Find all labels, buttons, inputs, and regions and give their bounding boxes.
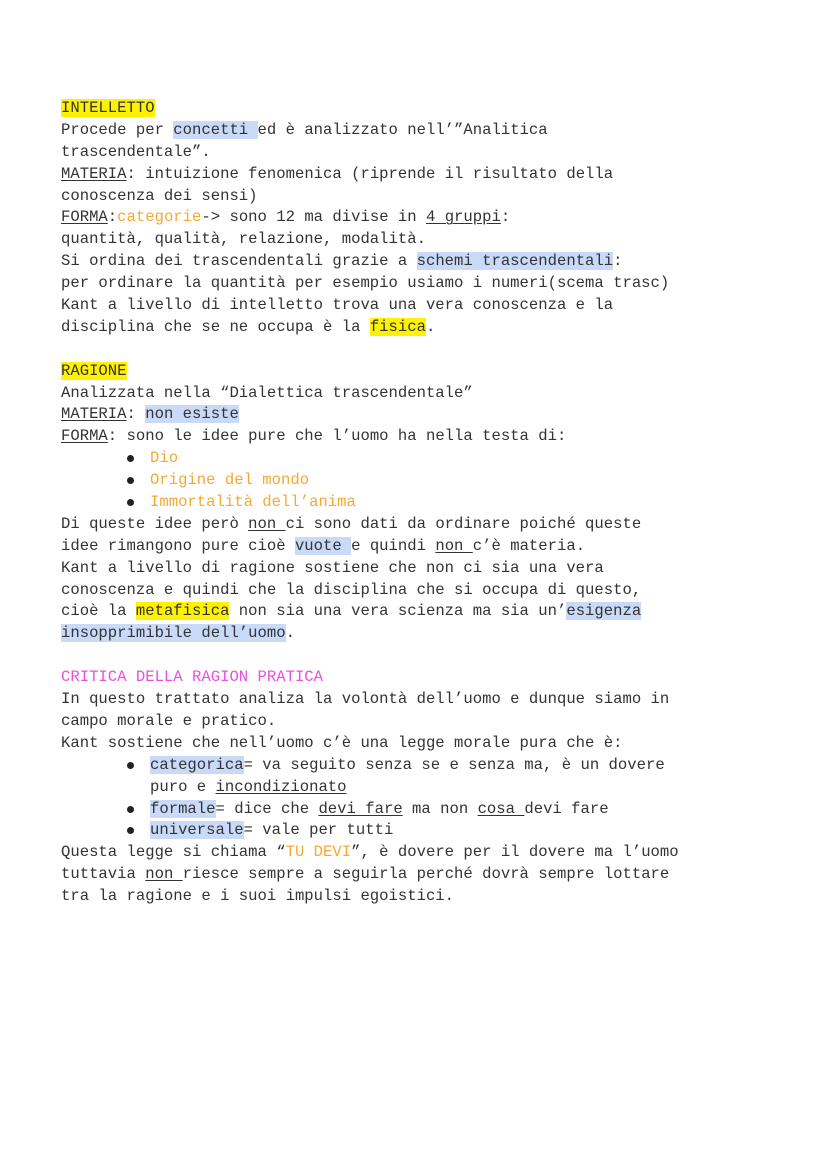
- text: :: [500, 208, 511, 227]
- text: ci sono dati da ordinare poiché queste: [285, 514, 642, 533]
- list-item: [61, 448, 781, 470]
- intelletto-title: INTELLETTO: [61, 99, 155, 117]
- bullet-icon: [127, 806, 134, 813]
- text: :: [107, 208, 118, 227]
- text: riesce sempre a seguirla perché dovrà sempre lottare: [182, 865, 670, 884]
- text-line: [61, 251, 781, 273]
- highlight-fisica: fisica: [369, 317, 426, 336]
- text-line: [61, 207, 781, 229]
- text-line: [61, 623, 781, 645]
- text-line: [61, 514, 781, 536]
- text-underlined: devi fare: [318, 799, 403, 818]
- text-line: [61, 842, 781, 864]
- text-line: quantità, qualità, relazione, modalità.: [61, 230, 426, 249]
- text-underlined: non: [435, 536, 473, 555]
- text: devi fare: [524, 799, 609, 818]
- text-line: conoscenza dei sensi): [61, 186, 258, 205]
- list-item-label: Origine del mondo: [150, 471, 310, 490]
- text: disciplina che se ne occupa è la: [61, 317, 370, 336]
- bullet-icon: [127, 477, 134, 484]
- section-title-ragione: [61, 361, 781, 383]
- text-line: trascendentale”.: [61, 142, 211, 161]
- text: : sono le idee pure che l’uomo ha nella testa di:: [107, 427, 567, 446]
- text-underlined: incondizionato: [215, 777, 347, 796]
- text-line: [61, 120, 781, 142]
- text-underlined: cosa: [477, 799, 525, 818]
- text-line: Kant sostiene che nell’uomo c’è una legge morale pura che è:: [61, 733, 623, 752]
- label-forma: FORMA: [61, 208, 108, 227]
- text: Questa legge si chiama “: [61, 843, 286, 862]
- text: cioè la: [61, 602, 136, 621]
- highlight-concetti: concetti: [173, 120, 258, 139]
- document-page: [61, 98, 781, 908]
- highlight-metafisica: metafisica: [135, 602, 230, 621]
- text-line: [61, 864, 781, 886]
- list-item: [61, 799, 781, 821]
- highlight-categorica: categorica: [150, 755, 244, 774]
- list-item-continuation: [61, 777, 781, 799]
- list-item: [61, 492, 781, 514]
- highlight-vuote: vuote: [294, 536, 352, 555]
- text-line: tra la ragione e i suoi impulsi egoistici.: [61, 887, 455, 906]
- text: e quindi: [351, 536, 436, 555]
- highlight-esigenza: esigenza: [566, 602, 642, 621]
- text-underlined: 4 gruppi: [425, 208, 501, 227]
- list-item: [61, 470, 781, 492]
- text-line: per ordinare la quantità per esempio usiamo i numeri(scema trasc): [61, 274, 670, 293]
- text: :: [613, 252, 623, 271]
- term-categorie: categorie: [117, 208, 202, 227]
- text-line: In questo trattato analiza la volontà dell’uomo e dunque siamo in: [61, 690, 670, 709]
- text: .: [285, 624, 295, 643]
- text: ma non: [402, 799, 478, 818]
- label-forma: FORMA: [61, 427, 108, 446]
- text: Di queste idee però: [61, 514, 249, 533]
- text: puro e: [150, 777, 216, 796]
- text: = vale per tutti: [243, 821, 394, 840]
- bullet-icon: [127, 762, 134, 769]
- list-item-label: Dio: [150, 449, 179, 468]
- highlight-universale: universale: [150, 821, 244, 840]
- text-line: [61, 317, 781, 339]
- text: : intuizione fenomenica (riprende il risultato della: [126, 164, 614, 183]
- text-line: Analizzata nella “Dialettica trascendentale”: [61, 383, 473, 402]
- label-materia: MATERIA: [61, 405, 127, 424]
- highlight-insopprimibile: insopprimibile dell’uomo: [61, 624, 286, 643]
- bullet-icon: [127, 499, 134, 506]
- ragione-title: RAGIONE: [61, 361, 127, 380]
- text-line: [61, 404, 781, 426]
- text: ”, è dovere per il dovere ma l’uomo: [351, 843, 679, 862]
- text: non sia una vera scienza ma sia un’: [229, 602, 567, 621]
- critica-title: CRITICA DELLA RAGION PRATICA: [61, 668, 324, 687]
- list-item: [61, 755, 781, 777]
- spacer: [61, 339, 781, 361]
- text-line: [61, 536, 781, 558]
- text: tuttavia: [61, 865, 146, 884]
- text: = dice che: [215, 799, 319, 818]
- bullet-icon: [127, 827, 134, 834]
- text: ed è analizzato nell’”Analitica: [257, 120, 548, 139]
- section-title-critica: [61, 667, 781, 689]
- section-title-intelletto: [61, 98, 781, 120]
- text: Si ordina dei trascendentali grazie a: [61, 252, 417, 271]
- highlight-non-esiste: non esiste: [145, 405, 239, 424]
- text-line: [61, 601, 781, 623]
- highlight-formale: formale: [150, 799, 216, 818]
- text-line: campo morale e pratico.: [61, 711, 277, 730]
- text-underlined: non: [248, 514, 286, 533]
- spacer: [61, 645, 781, 667]
- text: -> sono 12 ma divise in: [201, 208, 426, 227]
- text-line: Kant a livello di intelletto trova una vera conoscenza e la: [61, 296, 614, 315]
- text: c’è materia.: [472, 536, 586, 555]
- text: Procede per: [61, 120, 174, 139]
- text-line: [61, 164, 781, 186]
- list-item-label: Immortalità dell’anima: [150, 493, 356, 512]
- text: idee rimangono pure cioè: [61, 536, 295, 555]
- text: = va seguito senza se e senza ma, è un dovere: [243, 755, 665, 774]
- term-tu-devi: TU DEVI: [285, 843, 352, 862]
- highlight-schemi: schemi trascendentali: [416, 252, 614, 271]
- text-line: Kant a livello di ragione sostiene che non ci sia una vera: [61, 558, 604, 577]
- bullet-icon: [127, 455, 134, 462]
- text-line: [61, 426, 781, 448]
- text: :: [126, 405, 146, 424]
- text-underlined: non: [145, 865, 183, 884]
- text-line: conoscenza e quindi che la disciplina che si occupa di questo,: [61, 580, 642, 599]
- label-materia: MATERIA: [61, 164, 127, 183]
- text: .: [425, 317, 436, 336]
- list-item: [61, 820, 781, 842]
